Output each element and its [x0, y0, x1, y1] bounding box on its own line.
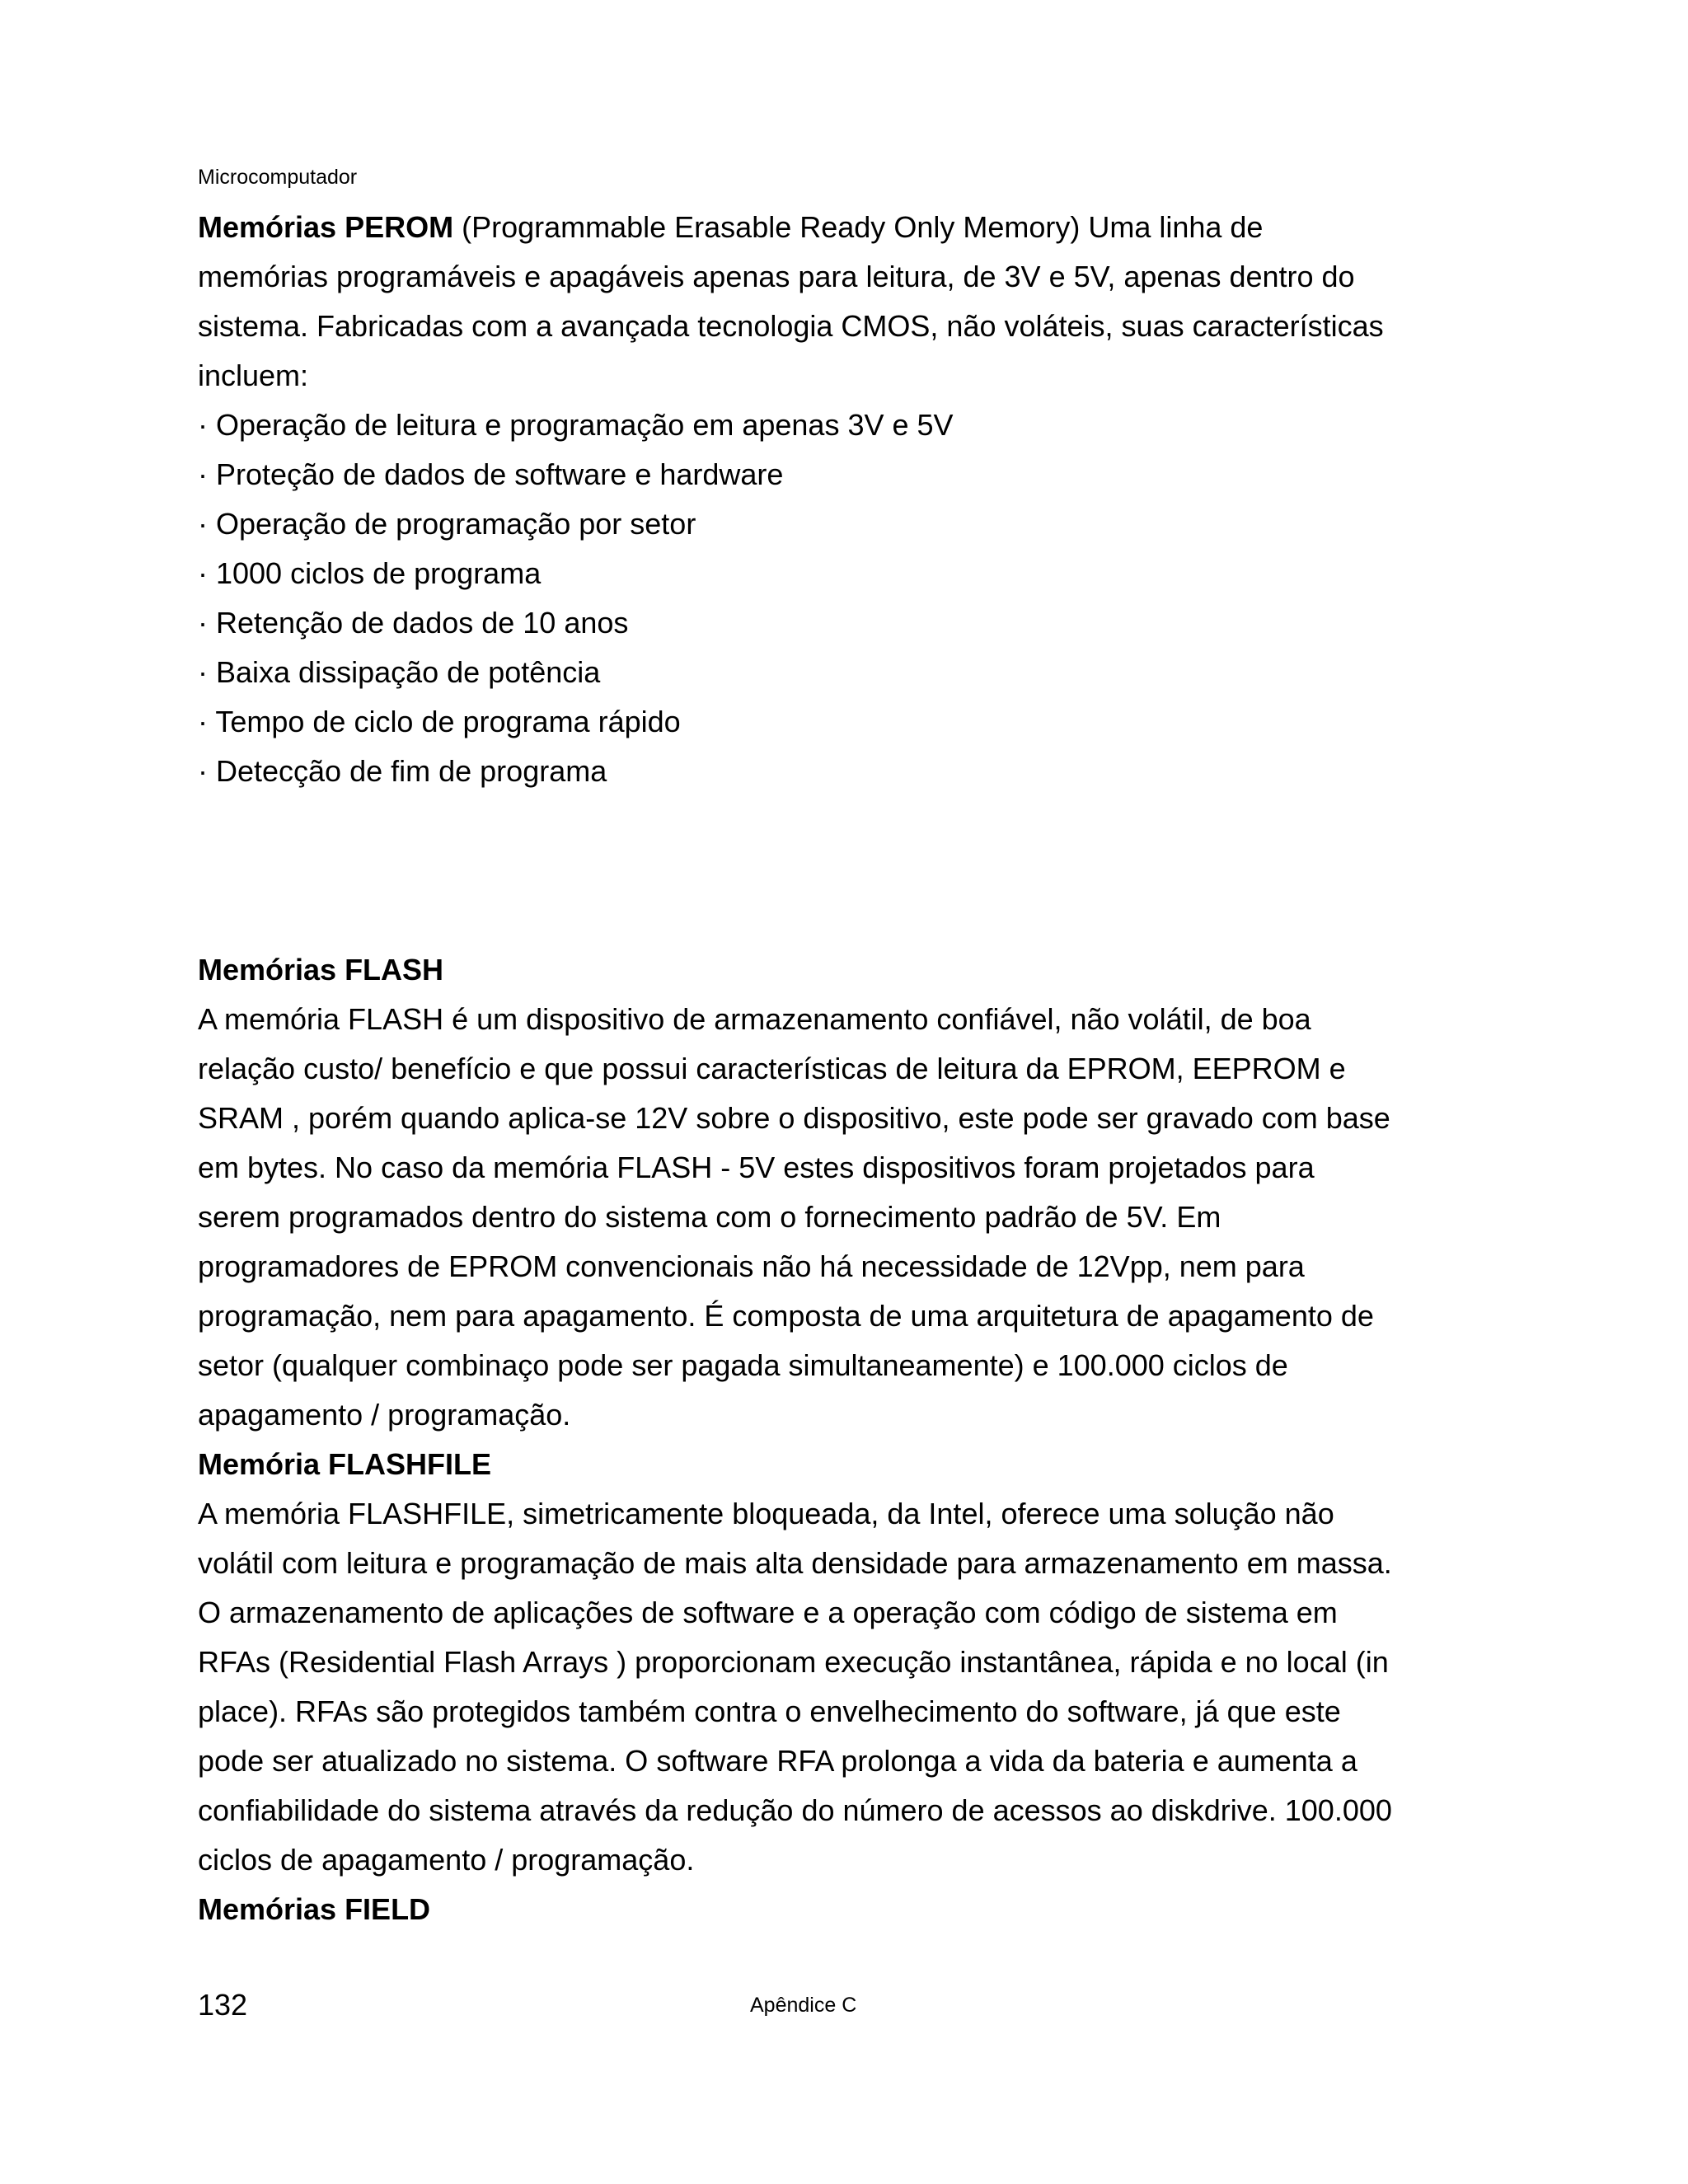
page-number: 132	[198, 1988, 248, 2022]
perom-bullet-item: · Baixa dissipação de potência	[198, 655, 601, 689]
flash-paragraph-line: apagamento / programação.	[198, 1398, 571, 1432]
flash-paragraph-line: SRAM , porém quando aplica-se 12V sobre o dispositivo, este pode ser gravado com base	[198, 1101, 1390, 1135]
flash-paragraph-line: programadores de EPROM convencionais não há necessidade de 12Vpp, nem para	[198, 1249, 1305, 1283]
flashfile-paragraph-line: pode ser atualizado no sistema. O software RFA prolonga a vida da bateria e aumenta a	[198, 1744, 1357, 1778]
flash-paragraph-line: setor (qualquer combinaço pode ser pagada simultaneamente) e 100.000 ciclos de	[198, 1348, 1288, 1382]
perom-intro-text: (Programmable Erasable Ready Only Memory) Uma linha de	[453, 210, 1264, 244]
perom-intro-line: memórias programáveis e apagáveis apenas para leitura, de 3V e 5V, apenas dentro do	[198, 260, 1355, 293]
flashfile-paragraph-line: ciclos de apagamento / programação.	[198, 1843, 695, 1877]
perom-bullet-item: · Operação de leitura e programação em apenas 3V e 5V	[198, 408, 954, 442]
section-flash-and-following	[198, 945, 1484, 1934]
flashfile-paragraph-line: volátil com leitura e programação de mais alta densidade para armazenamento em massa.	[198, 1546, 1392, 1580]
field-heading: Memórias FIELD	[198, 1892, 431, 1926]
perom-bullet-item: · Operação de programação por setor	[198, 507, 696, 541]
perom-bullet-item: · Proteção de dados de software e hardware	[198, 457, 784, 491]
flashfile-paragraph-line: confiabilidade do sistema através da redução do número de acessos ao diskdrive. 100.000	[198, 1793, 1392, 1827]
perom-bullet-item: · Retenção de dados de 10 anos	[198, 606, 629, 640]
perom-intro-line	[198, 203, 1484, 252]
perom-bullet-item: · Tempo de ciclo de programa rápido	[198, 705, 681, 738]
flash-paragraph-line: A memória FLASH é um dispositivo de armazenamento confiável, não volátil, de boa	[198, 1002, 1311, 1036]
running-header: Microcomputador	[198, 166, 358, 189]
footer-section-label: Apêndice C	[750, 1994, 857, 2017]
flashfile-paragraph-line: place). RFAs são protegidos também contra o envelhecimento do software, já que este	[198, 1694, 1341, 1728]
perom-bullet-item: · Detecção de fim de programa	[198, 754, 607, 788]
flashfile-heading: Memória FLASHFILE	[198, 1447, 492, 1481]
flashfile-paragraph-line: A memória FLASHFILE, simetricamente bloqueada, da Intel, oferece uma solução não	[198, 1497, 1334, 1530]
flash-heading: Memórias FLASH	[198, 953, 444, 987]
flashfile-paragraph-line: O armazenamento de aplicações de software e a operação com código de sistema em	[198, 1596, 1338, 1629]
perom-heading: Memórias PEROM	[198, 210, 454, 244]
flash-paragraph-line: relação custo/ benefício e que possui características de leitura da EPROM, EEPROM e	[198, 1052, 1346, 1085]
perom-intro-line: sistema. Fabricadas com a avançada tecnologia CMOS, não voláteis, suas características	[198, 309, 1384, 343]
flashfile-paragraph-line: RFAs (Residential Flash Arrays ) proporcionam execução instantânea, rápida e no local (in	[198, 1645, 1389, 1679]
section-perom	[198, 203, 1484, 796]
perom-intro-line: incluem:	[198, 359, 309, 392]
flash-paragraph-line: programação, nem para apagamento. É composta de uma arquitetura de apagamento de	[198, 1299, 1374, 1333]
perom-bullet-item: · 1000 ciclos de programa	[198, 556, 542, 590]
flash-paragraph-line: em bytes. No caso da memória FLASH - 5V estes dispositivos foram projetados para	[198, 1151, 1315, 1184]
flash-paragraph-line: serem programados dentro do sistema com o fornecimento padrão de 5V. Em	[198, 1200, 1221, 1234]
